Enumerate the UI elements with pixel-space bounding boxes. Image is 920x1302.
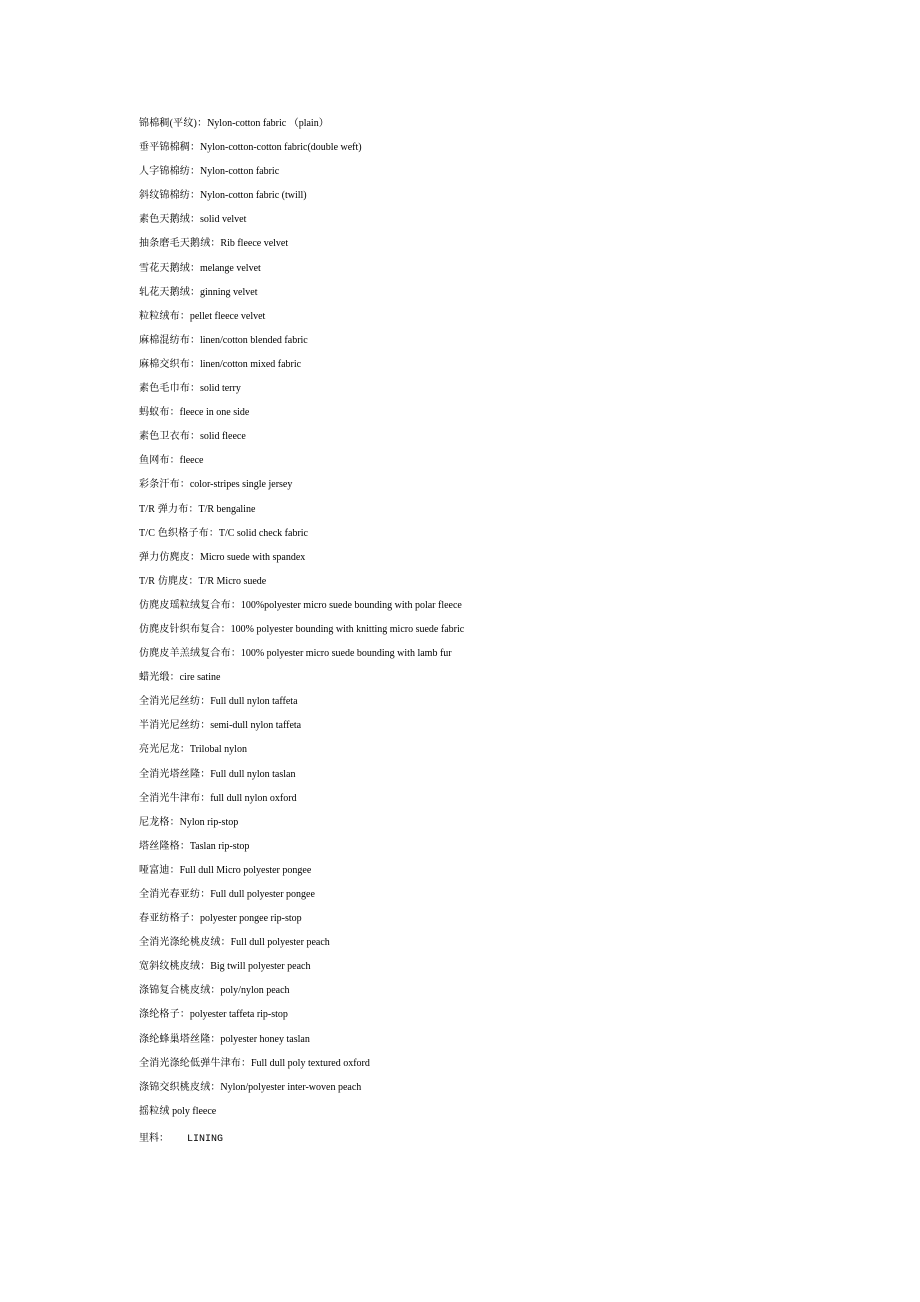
entry-translation: Full dull polyester peach: [230, 937, 330, 949]
entry-term: 半消光尼丝纺: [139, 720, 201, 732]
entry-translation: Full dull nylon taslan: [210, 768, 296, 780]
entry-term: 全消光春亚纺: [139, 889, 201, 900]
entry-term: 麻棉混纺布: [139, 334, 190, 346]
glossary-entry: [139, 138, 879, 162]
entry-translation: melange velvet: [200, 262, 261, 274]
glossary-entry: [139, 981, 879, 1005]
entry-term: 仿麂皮针织布复合: [139, 623, 221, 635]
entry-translation: semi-dull nylon taffeta: [210, 720, 302, 732]
entry-term: 摇粒绒: [139, 1105, 170, 1117]
entry-term: 雪花天鹅绒: [139, 262, 190, 274]
glossary-entry: [139, 692, 879, 716]
entry-separator: ：: [169, 816, 180, 828]
section-heading: [139, 1129, 879, 1150]
entry-translation: Full dull nylon taffeta: [210, 696, 298, 708]
entry-term: 轧花天鹅绒: [139, 286, 190, 298]
entry-translation: solid fleece: [200, 431, 246, 443]
entry-separator: ：: [179, 1009, 190, 1021]
entry-translation: poly fleece: [172, 1105, 217, 1117]
entry-translation: T/R bengaline: [198, 503, 256, 515]
entry-term: 素色卫衣布: [139, 431, 190, 443]
entry-term: 涤纶格子: [139, 1009, 180, 1021]
entry-separator: ：: [190, 431, 200, 443]
entry-translation: Nylon-cotton fabric: [200, 166, 280, 178]
entry-term: 垂平锦棉稠: [139, 142, 190, 154]
entry-separator: ：: [200, 696, 211, 708]
entry-separator: ：: [241, 1057, 251, 1069]
entry-separator: ：: [190, 383, 200, 395]
entry-term: 蜡光缎: [139, 672, 170, 684]
glossary-entry: [139, 307, 879, 331]
entry-translation: poly/nylon peach: [220, 985, 290, 997]
entry-translation: Nylon-cotton-cotton fabric(double weft): [200, 142, 362, 154]
entry-term: 抽条磨毛天鹅绒: [139, 238, 211, 250]
entry-translation: Rib fleece velvet: [220, 238, 289, 250]
entry-term: 素色毛巾布: [139, 383, 190, 395]
entry-separator: ：: [169, 407, 180, 419]
entry-translation: color-stripes single jersey: [189, 479, 293, 491]
glossary-entry: [139, 789, 879, 813]
entry-term: 素色天鹅绒: [139, 214, 190, 226]
entry-term: 仿麂皮羊羔绒复合布: [139, 648, 231, 660]
glossary-entry: [139, 572, 879, 596]
entry-separator: ：: [220, 937, 231, 949]
entry-separator: ：: [169, 864, 180, 876]
entry-separator: ：: [190, 913, 200, 925]
entry-separator: ：: [200, 961, 211, 973]
glossary-entry: [139, 500, 879, 524]
glossary-entry: [139, 813, 879, 837]
entry-term: 粒粒绒布: [139, 310, 180, 322]
entry-translation: 100% polyester micro suede bounding with lamb fur: [240, 648, 452, 660]
entry-term: 哑富迪: [139, 864, 170, 876]
entry-term: 斜纹锦棉纺: [139, 190, 190, 202]
entry-term: 彩条汗布: [139, 479, 180, 491]
entry-term: 蚂蚁布: [139, 407, 170, 419]
entry-translation: linen/cotton mixed fabric: [200, 358, 302, 370]
entry-translation: polyester pongee rip-stop: [200, 913, 302, 925]
glossary-entry: [139, 596, 879, 620]
glossary-entry: [139, 909, 879, 933]
entry-translation: 100%polyester micro suede bounding with polar fleece: [240, 599, 462, 611]
entry-term: 人字锦棉纺: [139, 166, 190, 178]
entry-term: 亮光尼龙: [139, 744, 180, 756]
entry-separator: ：: [190, 334, 200, 346]
entry-separator: ：: [190, 551, 200, 563]
glossary-entry: [139, 765, 879, 789]
glossary-entry: [139, 355, 879, 379]
glossary-entry: [139, 1054, 879, 1078]
glossary-entry: [139, 210, 879, 234]
entry-translation: Full dull polyester pongee: [210, 889, 315, 900]
glossary-entry: [139, 259, 879, 283]
glossary-entry: [139, 837, 879, 861]
glossary-entry: [139, 1005, 879, 1029]
glossary-entry: [139, 451, 879, 475]
entry-term: 春亚纺格子: [139, 913, 190, 925]
entry-term: 塔丝隆格: [139, 840, 180, 852]
glossary-entry: [139, 933, 879, 957]
entry-translation: Micro suede with spandex: [200, 551, 306, 563]
entry-separator: ：: [188, 575, 199, 587]
entry-translation: Nylon rip-stop: [179, 816, 239, 828]
entry-translation: solid velvet: [200, 214, 247, 226]
glossary-entry: [139, 1030, 879, 1054]
entry-term: 弹力仿麂皮: [139, 551, 190, 563]
entry-separator: ：: [210, 985, 221, 997]
entry-term: 鱼网布: [139, 455, 170, 467]
entry-term: 锦棉稠(平纹): [139, 118, 198, 129]
section-translation: LINING: [187, 1133, 224, 1145]
glossary-entry: [139, 524, 879, 548]
entry-translation: polyester taffeta rip-stop: [189, 1009, 288, 1021]
entry-term: T/C 色织格子布: [139, 527, 209, 539]
section-term: 里料：: [139, 1132, 169, 1144]
entry-translation: Trilobal nylon: [189, 744, 247, 756]
entry-translation: fleece: [179, 455, 204, 467]
entry-term: T/R 仿麂皮: [139, 575, 189, 587]
entry-separator: ：: [200, 768, 211, 780]
entry-term: 全消光尼丝纺: [139, 696, 201, 708]
entry-separator: ：: [190, 166, 200, 178]
glossary-entry: [139, 427, 879, 451]
entry-translation: Nylon/polyester inter-woven peach: [220, 1081, 362, 1093]
glossary-entry: [139, 234, 879, 258]
entry-translation: Taslan rip-stop: [189, 840, 250, 852]
entry-separator: ：: [220, 623, 231, 635]
fabric-glossary-list: [139, 114, 879, 1126]
entry-separator: ：: [210, 1081, 221, 1093]
entry-separator: ：: [169, 455, 180, 467]
entry-separator: ：: [179, 840, 190, 852]
entry-term: 尼龙格: [139, 816, 170, 828]
entry-separator: ：: [210, 238, 221, 250]
entry-separator: ：: [200, 792, 211, 804]
glossary-entry: [139, 379, 879, 403]
entry-separator: ：: [188, 503, 199, 515]
entry-term: 仿麂皮瑶粒绒复合布: [139, 599, 231, 611]
entry-separator: ：: [210, 1033, 221, 1045]
entry-translation: 100% polyester bounding with knitting micro suede fabric: [230, 623, 465, 635]
entry-term: 麻棉交织布: [139, 358, 190, 370]
entry-separator: ：: [200, 889, 211, 900]
entry-term: 全消光牛津布: [139, 792, 201, 804]
entry-translation: fleece in one side: [179, 407, 250, 419]
entry-separator: ：: [208, 527, 219, 539]
glossary-entry: [139, 1102, 879, 1126]
entry-term: 全消光塔丝隆: [139, 768, 201, 780]
entry-translation: Nylon-cotton fabric （plain）: [207, 118, 329, 129]
entry-translation: T/R Micro suede: [198, 575, 267, 587]
entry-term: 涤锦复合桃皮绒: [139, 985, 211, 997]
entry-separator: ：: [190, 214, 200, 226]
glossary-entry: [139, 620, 879, 644]
glossary-entry: [139, 644, 879, 668]
entry-translation: cire satine: [179, 672, 221, 684]
entry-translation: polyester honey taslan: [220, 1033, 310, 1045]
entry-translation: solid terry: [200, 383, 241, 395]
glossary-entry: [139, 475, 879, 499]
glossary-entry: [139, 885, 879, 909]
glossary-entry: [139, 283, 879, 307]
entry-separator: ：: [190, 358, 200, 370]
entry-term: 宽斜纹桃皮绒: [139, 961, 201, 973]
entry-term: 全消光涤纶低弹牛津布: [139, 1057, 241, 1069]
glossary-entry: [139, 716, 879, 740]
entry-translation: Full dull Micro polyester pongee: [179, 864, 312, 876]
glossary-entry: [139, 162, 879, 186]
entry-separator: ：: [200, 720, 211, 732]
entry-translation: full dull nylon oxford: [210, 792, 297, 804]
entry-separator: ：: [190, 142, 200, 154]
glossary-entry: [139, 861, 879, 885]
entry-separator: ：: [197, 118, 208, 129]
glossary-entry: [139, 740, 879, 764]
entry-separator: ：: [179, 744, 190, 756]
glossary-entry: [139, 957, 879, 981]
entry-translation: ginning velvet: [200, 286, 258, 298]
glossary-entry: [139, 114, 879, 138]
entry-translation: Full dull poly textured oxford: [251, 1057, 370, 1069]
entry-term: T/R 弹力布: [139, 503, 189, 515]
document-page: [139, 114, 879, 1150]
glossary-entry: [139, 331, 879, 355]
entry-separator: ：: [230, 648, 241, 660]
entry-term: 全消光涤纶桃皮绒: [139, 937, 221, 949]
entry-translation: linen/cotton blended fabric: [200, 334, 308, 346]
glossary-entry: [139, 548, 879, 572]
entry-separator: ：: [169, 672, 180, 684]
entry-translation: pellet fleece velvet: [189, 310, 266, 322]
glossary-entry: [139, 1078, 879, 1102]
entry-separator: ：: [190, 262, 200, 274]
entry-separator: ：: [230, 599, 241, 611]
entry-term: 涤纶蜂巢塔丝隆: [139, 1033, 211, 1045]
glossary-entry: [139, 668, 879, 692]
entry-separator: ：: [190, 286, 200, 298]
entry-term: 涤锦交织桃皮绒: [139, 1081, 211, 1093]
entry-translation: Nylon-cotton fabric (twill): [200, 190, 307, 202]
glossary-entry: [139, 186, 879, 210]
entry-translation: Big twill polyester peach: [210, 961, 311, 973]
glossary-entry: [139, 403, 879, 427]
entry-separator: ：: [179, 479, 190, 491]
entry-separator: ：: [190, 190, 200, 202]
entry-translation: T/C solid check fabric: [218, 527, 308, 539]
entry-separator: ：: [179, 310, 190, 322]
